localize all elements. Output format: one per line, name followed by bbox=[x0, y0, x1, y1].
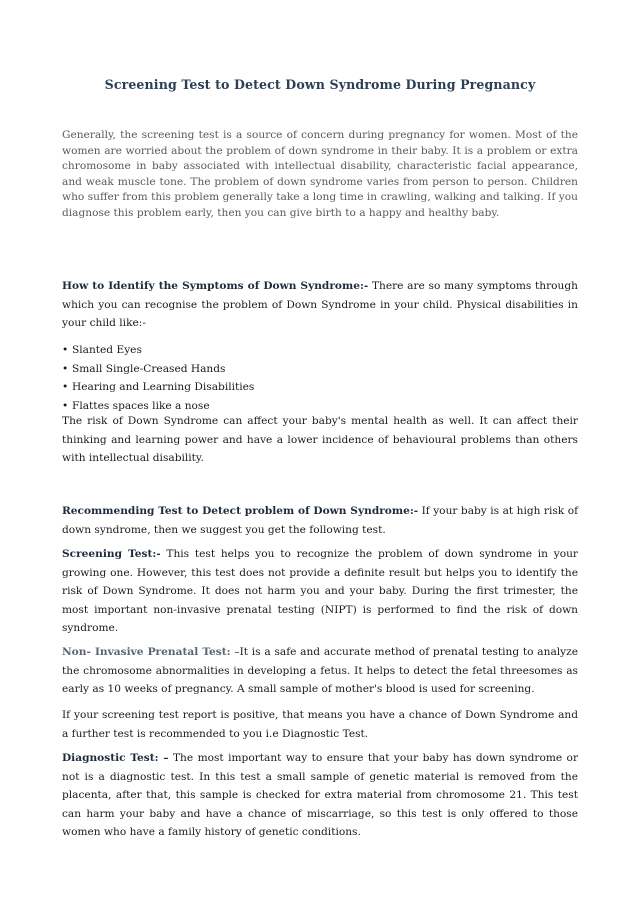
recommending-text: If your baby is at high risk of down syndrome, then we suggest you get the following test. bbox=[62, 505, 578, 536]
screening-text: This test helps you to recognize the problem of down syndrome in your growing one. However, this test does not provide a definite result but helps you to identify the risk of Down Syndrome. It does not harm you and your baby. During the first trimester, the most important non-invasive prenatal testing (NIPT) is performed to find the risk of down syndrome. bbox=[62, 548, 578, 635]
list-item: • Flattes spaces like a nose bbox=[62, 397, 578, 416]
bullet-icon: • bbox=[62, 362, 69, 375]
diagnostic-text: The most important way to ensure that your baby has down syndrome or not is a diagnostic test. In this test a small sample of genetic material is removed from the placenta, after that, this sample is checked for extra material from chromosome 21. This test can harm your baby and have a chance of miscarriage, so this test is only offered to those women who have a family history of genetic conditions. bbox=[62, 752, 579, 839]
diagnostic-heading: Diagnostic Test: – bbox=[62, 752, 169, 764]
diagnostic-paragraph bbox=[62, 749, 578, 842]
recommending-heading: Recommending Test to Detect problem of Down Syndrome:- bbox=[62, 505, 419, 517]
symptoms-heading: How to Identify the Symptoms of Down Syndrome:- bbox=[62, 280, 369, 292]
screening-paragraph bbox=[62, 545, 578, 638]
nipt-paragraph bbox=[62, 643, 578, 699]
list-item: • Small Single-Creased Hands bbox=[62, 360, 578, 379]
screening-heading: Screening Test:- bbox=[62, 548, 161, 560]
list-item: • Slanted Eyes bbox=[62, 341, 578, 360]
list-item: • Hearing and Learning Disabilities bbox=[62, 378, 578, 397]
document-title: Screening Test to Detect Down Syndrome During Pregnancy bbox=[104, 77, 536, 92]
nipt-text: –It is a safe and accurate method of prenatal testing to analyze the chromosome abnormalities in developing a fetus. It helps to detect the fetal threesomes as early as 10 weeks of pregnancy. A small sample of mother's blood is used for screening. bbox=[62, 646, 578, 696]
bullet-icon: • bbox=[62, 344, 69, 356]
risk-paragraph: The risk of Down Syndrome can affect your baby's mental health as well. It can affect their thinking and learning power and have a lower incidence of behavioural problems than others with intellectual disability. bbox=[62, 415, 578, 465]
nipt-heading: Non- Invasive Prenatal Test: bbox=[62, 646, 231, 658]
symptoms-text: There are so many symptoms through which you can recognise the problem of Down Syndrome in your child. Physical disabilities in your child like:- bbox=[62, 280, 578, 330]
positive-paragraph: If your screening test report is positive, that means you have a chance of Down Syndrome and a further test is recommended to you i.e Diagnostic Test. bbox=[62, 709, 578, 740]
symptoms-list bbox=[62, 341, 578, 415]
bullet-icon: • bbox=[62, 381, 69, 394]
intro-paragraph: Generally, the screening test is a source of concern during pregnancy for women. Most of the women are worried about the problem of down syndrome in their baby. It is a problem or extra chromosome in baby associated with intellectual disability, characteristic facial appearance, and weak muscle tone. The problem of down syndrome varies from person to person. Children who suffer from this problem generally take a long time in crawling, walking and talking. If you diagnose this problem early, then you can give birth to a happy and healthy baby. bbox=[62, 129, 578, 219]
bullet-icon: • bbox=[62, 399, 69, 412]
symptoms-paragraph bbox=[62, 277, 578, 333]
recommending-paragraph bbox=[62, 502, 578, 539]
